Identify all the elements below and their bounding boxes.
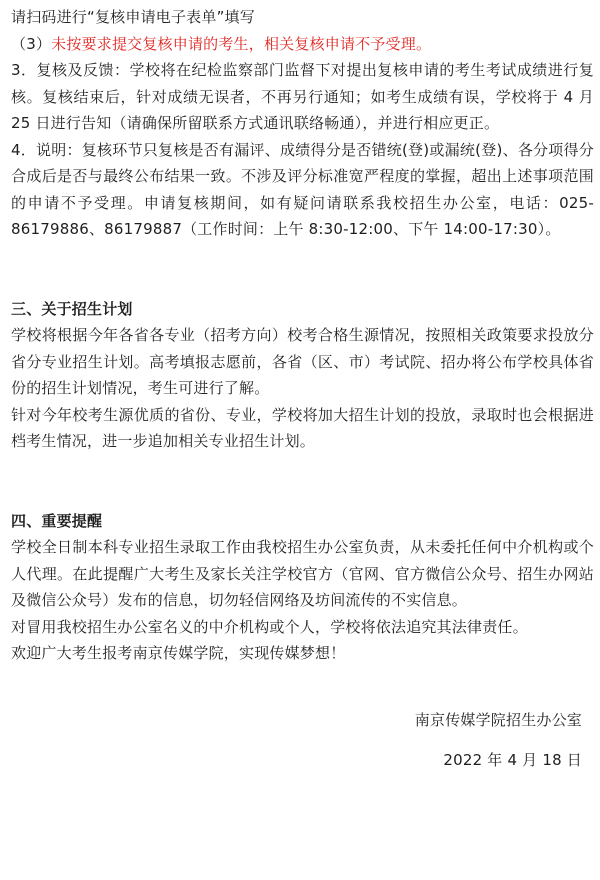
intro-line: 请扫码进行“复核申请电子表单”填写 bbox=[11, 8, 255, 26]
section-3-paragraph-1: 学校将根据今年各省各专业（招考方向）校考合格生源情况，按照相关政策要求投放分省分专业招生计划。高考填报志愿前，各省（区、市）考试院、招办将公布学校具体省份的招生计划情况，考生可进行了解。 bbox=[11, 326, 594, 397]
section-4-paragraph-3: 欢迎广大考生报考南京传媒学院，实现传媒梦想！ bbox=[11, 644, 346, 662]
paragraph-explanation: 4．说明：复核环节只复核是否有漏评、成绩得分是否错统(登)或漏统(登)、各分项得分合成后是否与最终公布结果一致。不涉及评分标准宽严程度的掌握，超出上述事项范围的申请不予受理。申请复核期间，如有疑问请联系我校招生办公室，电话：025-86179886、86179887（工作时间：上午 8:30-12:00、下午 14:00-17:30）。 bbox=[11, 140, 594, 238]
item-3-prefix: （3） bbox=[11, 34, 52, 53]
item-3 bbox=[11, 31, 594, 58]
spacer bbox=[11, 455, 594, 508]
spacer bbox=[11, 667, 594, 707]
section-4-title: 四、重要提醒 bbox=[11, 511, 103, 530]
section-3-title: 三、关于招生计划 bbox=[11, 299, 133, 318]
signature-organization: 南京传媒学院招生办公室 bbox=[414, 710, 582, 729]
paragraph-review-feedback: 3．复核及反馈：学校将在纪检监察部门监督下对提出复核申请的考生考试成绩进行复核。复核结束后，针对成绩无误者，不再另行通知；如考生成绩有误，学校将于 4 月 25 日进行告知（请确保所留联系方式通讯联络畅通），并进行相应更正。 bbox=[11, 61, 594, 132]
section-3-paragraph-2: 针对今年校考生源优质的省份、专业，学校将加大招生计划的投放，录取时也会根据进档考生情况，进一步追加相关专业招生计划。 bbox=[11, 405, 594, 450]
section-4-paragraph-1: 学校全日制本科专业招生录取工作由我校招生办公室负责，从未委托任何中介机构或个人代理。在此提醒广大考生及家长关注学校官方（官网、官方微信公众号、招生办网站及微信公众号）发布的信息，切勿轻信网络及坊间流传的不实信息。 bbox=[11, 538, 594, 609]
signature-date: 2022 年 4 月 18 日 bbox=[443, 751, 582, 769]
spacer bbox=[11, 243, 594, 296]
section-4-paragraph-2: 对冒用我校招生办公室名义的中介机构或个人，学校将依法追究其法律责任。 bbox=[11, 617, 528, 636]
item-3-warning: 未按要求提交复核申请的考生，相关复核申请不予受理。 bbox=[51, 34, 432, 53]
